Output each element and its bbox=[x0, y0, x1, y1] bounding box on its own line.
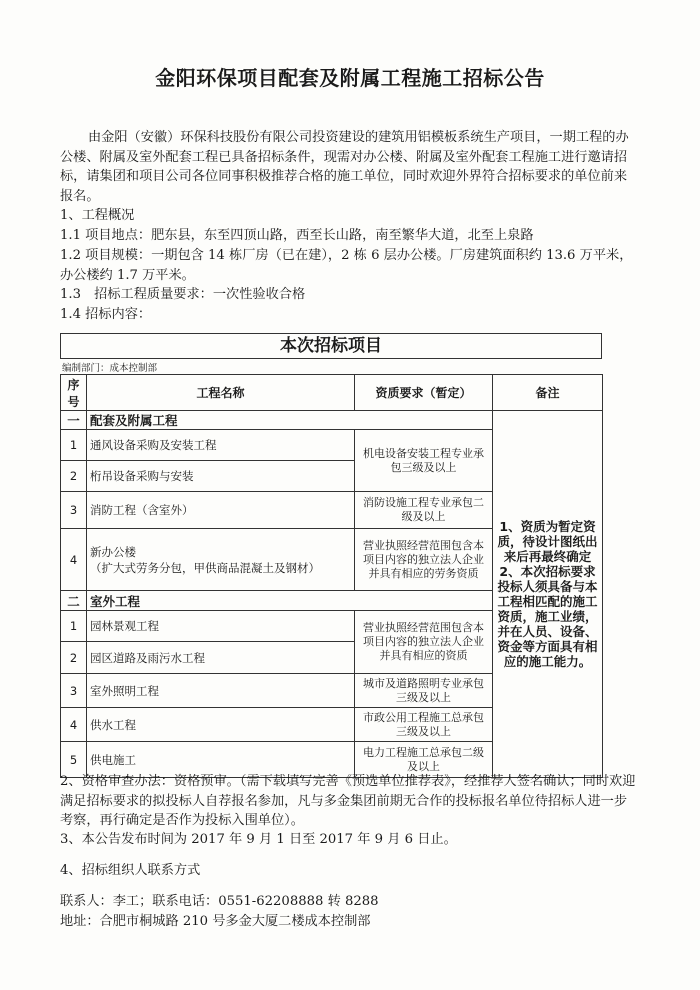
row-name: 室外照明工程 bbox=[87, 674, 355, 708]
bidding-table bbox=[60, 374, 603, 778]
row-name: 园区道路及雨污水工程 bbox=[87, 642, 355, 674]
table-title: 本次招标项目 bbox=[60, 333, 602, 359]
header-no: 序号 bbox=[61, 375, 87, 411]
section-1-2-scale: 1.2 项目规模：一期包含 14 栋厂房（已在建），2 栋 6 层办公楼。厂房建筑面积约 13.6 万平米，办公楼约 1.7 万平米。 bbox=[60, 248, 633, 283]
row-name: 供电施工 bbox=[87, 742, 355, 778]
section-no: 一 bbox=[61, 411, 87, 430]
remark-cell bbox=[493, 411, 603, 778]
row-no: 3 bbox=[61, 674, 87, 708]
section-1-1-location: 1.1 项目地点：肥东县，东至四顶山路，西至长山路，南至繁华大道，北至上泉路 bbox=[60, 228, 534, 243]
row-name: 园林景观工程 bbox=[87, 611, 355, 642]
row-no: 4 bbox=[61, 708, 87, 742]
row-no: 3 bbox=[61, 492, 87, 529]
address-line: 地址：合肥市桐城路 210 号多金大厦二楼成本控制部 bbox=[60, 914, 371, 929]
remark-text: 1、资质为暂定资质，待设计图纸出来后再最终确定 2、本次招标要求投标人须具备与本工程相匹配的施工资质，施工业绩，并在人员、设备、资金等方面具有相应的施工能力。 bbox=[497, 519, 598, 669]
row-no: 1 bbox=[61, 611, 87, 642]
section-1-3-quality: 1.3 招标工程质量要求：一次性验收合格 bbox=[60, 287, 306, 302]
section-name: 室外工程 bbox=[87, 591, 493, 611]
contact-line: 联系人：李工；联系电话：0551-62208888 转 8288 bbox=[60, 894, 379, 909]
table-header-row bbox=[61, 375, 603, 411]
row-name: 新办公楼 bbox=[90, 544, 136, 559]
page-title: 金阳环保项目配套及附属工程施工招标公告 bbox=[155, 66, 545, 90]
row-name-note: （扩大式劳务分包，甲供商品混凝土及钢材） bbox=[90, 560, 320, 575]
qual-cell: 消防设施工程专业承包二级及以上 bbox=[355, 492, 493, 529]
row-no: 4 bbox=[61, 529, 87, 591]
section-2-review: 2、资格审查办法：资格预审。（需下载填写完善《预选单位推荐表》，经推荐人签名确认；同时欢迎满足招标要求的拟投标人自荐报名参加，凡与多金集团前期无合作的投标报名单位待招标人进一步考察，再行确定是否作为投标入围单位）。 bbox=[60, 774, 636, 828]
row-no: 1 bbox=[61, 430, 87, 461]
qual-cell: 营业执照经营范围包含本项目内容的独立法人企业并具有相应的劳务资质 bbox=[355, 529, 493, 591]
row-name: 供水工程 bbox=[87, 708, 355, 742]
row-name: 消防工程（含室外） bbox=[87, 492, 355, 529]
row-no: 2 bbox=[61, 461, 87, 492]
qual-cell: 市政公用工程施工总承包三级及以上 bbox=[355, 708, 493, 742]
section-1-4-content: 1.4 招标内容： bbox=[60, 307, 152, 322]
row-name: 桁吊设备采购与安装 bbox=[87, 461, 355, 492]
header-qual: 资质要求（暂定） bbox=[355, 375, 493, 411]
section-row bbox=[61, 411, 603, 430]
qual-cell: 营业执照经营范围包含本项目内容的独立法人企业并具有相应的资质 bbox=[355, 611, 493, 674]
header-name: 工程名称 bbox=[87, 375, 355, 411]
intro-paragraph: 由金阳（安徽）环保科技股份有限公司投资建设的建筑用铝模板系统生产项目，一期工程的办公楼、附属及室外配套工程已具备招标条件，现需对办公楼、附属及室外配套工程施工进行邀请招标，请集团和项目公司各位同事积极推荐合格的施工单位，同时欢迎外界符合招标要求的单位前来报名。 bbox=[60, 130, 629, 204]
section-1-heading: 1、工程概况 bbox=[60, 208, 135, 223]
section-no: 二 bbox=[61, 591, 87, 611]
row-no: 2 bbox=[61, 642, 87, 674]
section-4-heading: 4、招标组织人联系方式 bbox=[60, 863, 201, 878]
header-remark: 备注 bbox=[493, 375, 603, 411]
qual-cell: 城市及道路照明专业承包三级及以上 bbox=[355, 674, 493, 708]
row-name-cell bbox=[87, 529, 355, 591]
qual-cell: 电力工程施工总承包二级及以上 bbox=[355, 742, 493, 778]
row-name: 通风设备采购及安装工程 bbox=[87, 430, 355, 461]
qual-cell: 机电设备安装工程专业承包三级及以上 bbox=[355, 430, 493, 492]
row-no: 5 bbox=[61, 742, 87, 778]
section-name: 配套及附属工程 bbox=[87, 411, 493, 430]
table-dept: 编制部门：成本控制部 bbox=[62, 363, 158, 374]
section-3-dates: 3、本公告发布时间为 2017 年 9 月 1 日至 2017 年 9 月 6 日止。 bbox=[60, 832, 457, 847]
